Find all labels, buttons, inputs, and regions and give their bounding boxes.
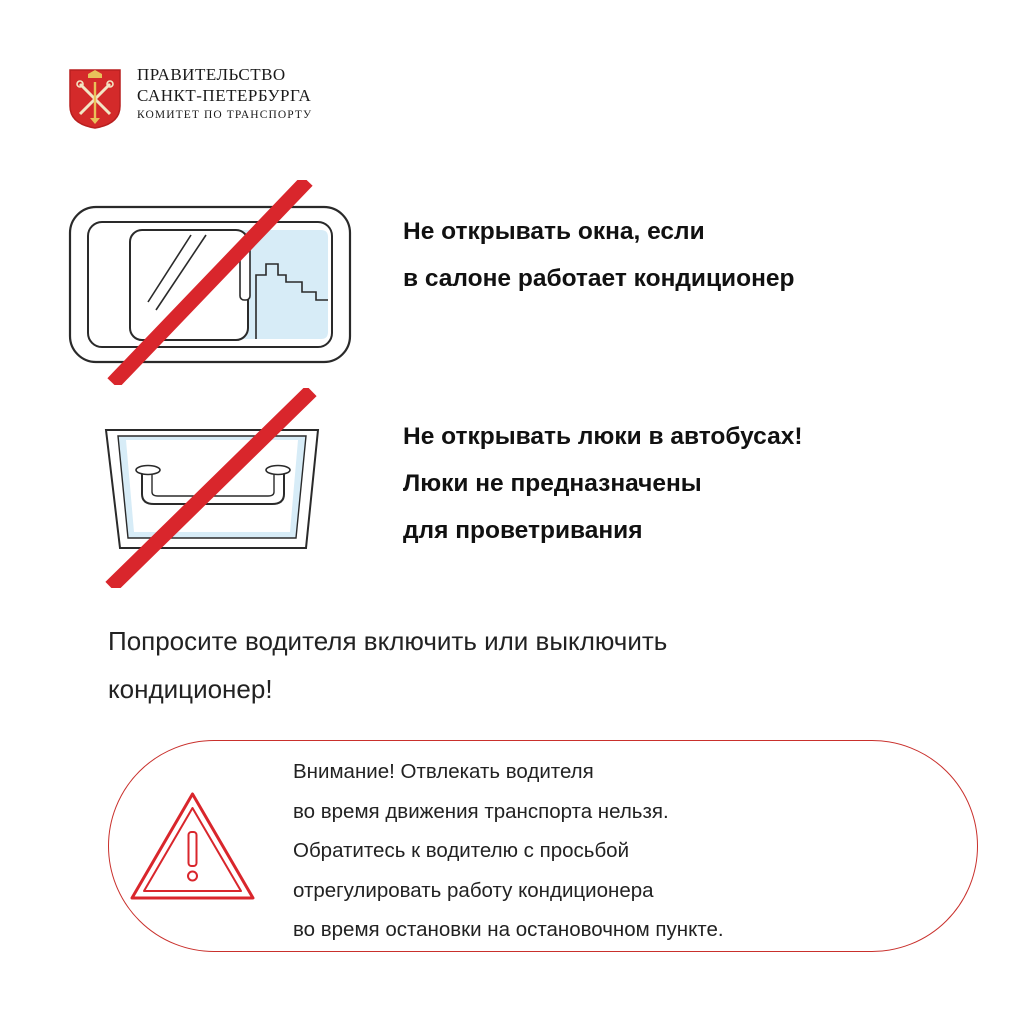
warning-text: [293, 752, 724, 950]
rule-line: Люки не предназначены: [403, 470, 702, 497]
warning-line: во время движения транспорта нельзя.: [293, 799, 669, 823]
warning-triangle-icon: [125, 786, 260, 906]
request-line: Попросите водителя включить или выключить: [108, 626, 668, 656]
rule-no-open-windows: [403, 208, 794, 302]
rule-line: Не открывать люки в автобусах!: [403, 423, 803, 450]
request-line: кондиционер!: [108, 674, 273, 704]
warning-line: Обратитесь к водителю с просьбой: [293, 839, 630, 862]
crossed-out-window-icon: [66, 180, 356, 385]
rule-line: в салоне работает кондиционер: [403, 265, 795, 292]
org-line-government: ПРАВИТЕЛЬСТВО: [137, 65, 286, 84]
rule-line: для проветривания: [403, 517, 643, 544]
rule-line: Не открывать окна, если: [403, 218, 705, 245]
org-line-city: САНКТ-ПЕТЕРБУРГА: [137, 86, 312, 105]
org-line-committee: КОМИТЕТ ПО ТРАНСПОРТУ: [137, 109, 313, 121]
warning-line: во время остановки на остановочном пункте.: [293, 918, 724, 941]
warning-line: Внимание! Отвлекать водителя: [293, 760, 594, 783]
rule-no-open-hatches: [403, 413, 803, 554]
driver-request-text: [108, 617, 667, 713]
organization-name: [137, 66, 312, 122]
crossed-out-roof-hatch-icon: [102, 388, 326, 588]
warning-line: отрегулировать работу кондиционера: [293, 878, 654, 902]
spb-coat-of-arms-icon: [68, 68, 122, 130]
